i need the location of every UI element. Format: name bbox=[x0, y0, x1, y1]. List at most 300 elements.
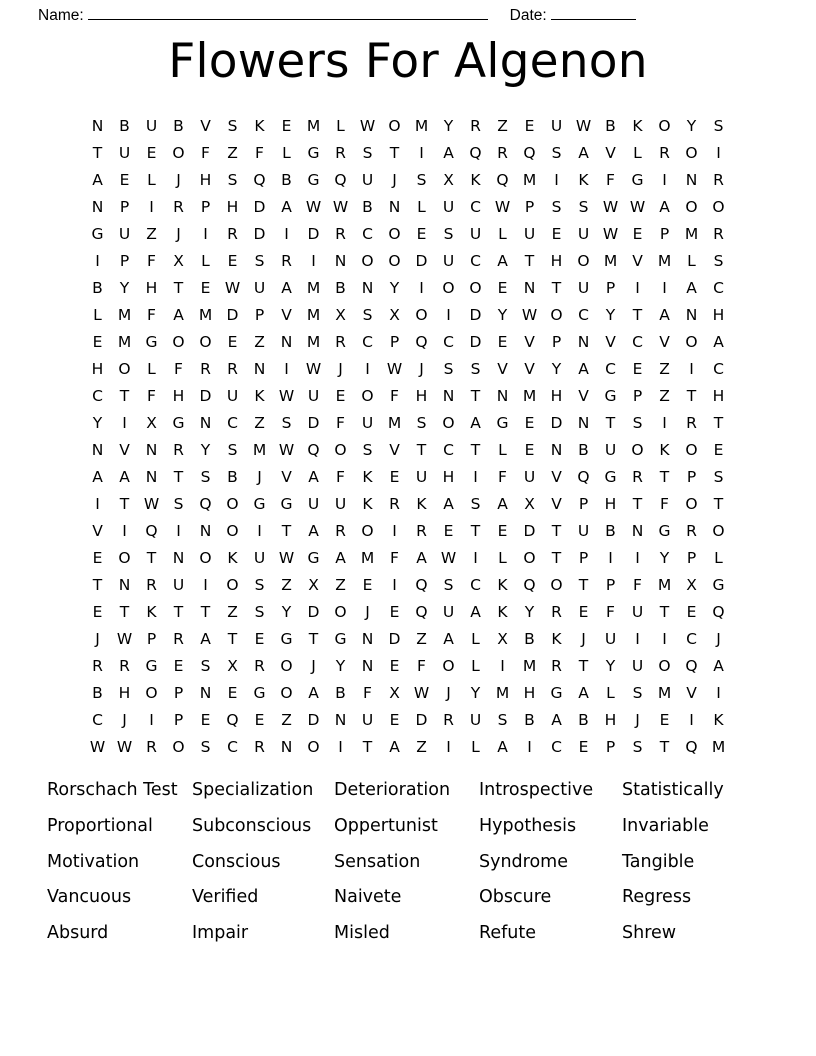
grid-letter[interactable]: T bbox=[362, 738, 373, 756]
grid-letter[interactable]: O bbox=[550, 306, 563, 324]
grid-letter[interactable]: W bbox=[116, 630, 133, 648]
word-list-item[interactable]: Obscure bbox=[479, 887, 552, 908]
grid-letter[interactable]: B bbox=[119, 117, 130, 135]
grid-letter[interactable]: D bbox=[415, 711, 428, 729]
grid-letter[interactable]: O bbox=[388, 252, 401, 270]
grid-letter[interactable]: T bbox=[659, 738, 670, 756]
grid-letter[interactable]: Q bbox=[496, 171, 509, 189]
grid-letter[interactable]: W bbox=[89, 738, 106, 756]
grid-letter[interactable]: N bbox=[685, 306, 698, 324]
grid-letter[interactable]: P bbox=[605, 576, 616, 594]
grid-letter[interactable]: V bbox=[281, 306, 292, 324]
grid-letter[interactable]: G bbox=[172, 414, 185, 432]
grid-letter[interactable]: R bbox=[470, 117, 481, 135]
word-list-item[interactable]: Hypothesis bbox=[479, 815, 577, 836]
grid-letter[interactable]: M bbox=[495, 684, 510, 702]
grid-letter[interactable]: W bbox=[305, 198, 322, 216]
grid-letter[interactable]: I bbox=[149, 711, 154, 729]
grid-letter[interactable]: M bbox=[306, 333, 321, 351]
grid-letter[interactable]: I bbox=[284, 225, 289, 243]
grid-letter[interactable]: C bbox=[92, 711, 103, 729]
grid-letter[interactable]: C bbox=[713, 360, 724, 378]
grid-letter[interactable]: I bbox=[500, 657, 505, 675]
grid-letter[interactable]: V bbox=[686, 684, 697, 702]
grid-letter[interactable]: H bbox=[523, 684, 536, 702]
grid-letter[interactable]: I bbox=[662, 171, 667, 189]
grid-letter[interactable]: O bbox=[334, 603, 347, 621]
grid-letter[interactable]: P bbox=[578, 495, 589, 513]
grid-letter[interactable]: E bbox=[416, 225, 427, 243]
grid-letter[interactable]: X bbox=[443, 171, 454, 189]
grid-letter[interactable]: L bbox=[687, 252, 696, 270]
grid-letter[interactable]: G bbox=[631, 171, 644, 189]
grid-letter[interactable]: H bbox=[118, 684, 131, 702]
grid-letter[interactable]: A bbox=[443, 144, 454, 162]
grid-letter[interactable]: I bbox=[257, 522, 262, 540]
grid-letter[interactable]: M bbox=[306, 279, 321, 297]
grid-letter[interactable]: S bbox=[416, 171, 427, 189]
grid-letter[interactable]: C bbox=[227, 414, 238, 432]
grid-letter[interactable]: P bbox=[605, 738, 616, 756]
grid-letter[interactable]: A bbox=[659, 198, 670, 216]
grid-letter[interactable]: X bbox=[308, 576, 319, 594]
grid-letter[interactable]: O bbox=[550, 576, 563, 594]
grid-letter[interactable]: E bbox=[551, 225, 562, 243]
grid-letter[interactable]: E bbox=[632, 360, 643, 378]
grid-letter[interactable]: Y bbox=[119, 279, 130, 297]
grid-letter[interactable]: J bbox=[419, 360, 424, 378]
grid-letter[interactable]: Z bbox=[254, 414, 265, 432]
grid-letter[interactable]: T bbox=[173, 279, 184, 297]
grid-letter[interactable]: E bbox=[497, 522, 508, 540]
grid-letter[interactable]: P bbox=[551, 333, 562, 351]
grid-letter[interactable]: L bbox=[471, 738, 480, 756]
grid-letter[interactable]: S bbox=[362, 306, 373, 324]
grid-letter[interactable]: J bbox=[176, 225, 181, 243]
grid-letter[interactable]: S bbox=[227, 441, 238, 459]
grid-letter[interactable]: E bbox=[227, 333, 238, 351]
grid-letter[interactable]: P bbox=[686, 468, 697, 486]
grid-letter[interactable]: S bbox=[416, 414, 427, 432]
grid-letter[interactable]: U bbox=[604, 630, 617, 648]
grid-letter[interactable]: D bbox=[469, 333, 482, 351]
grid-letter[interactable]: D bbox=[307, 414, 320, 432]
grid-letter[interactable]: L bbox=[498, 441, 507, 459]
grid-letter[interactable]: H bbox=[550, 387, 563, 405]
grid-letter[interactable]: Q bbox=[415, 603, 428, 621]
grid-letter[interactable]: W bbox=[386, 360, 403, 378]
grid-letter[interactable]: V bbox=[524, 333, 535, 351]
grid-letter[interactable]: C bbox=[551, 738, 562, 756]
grid-letter[interactable]: G bbox=[604, 387, 617, 405]
grid-letter[interactable]: H bbox=[415, 387, 428, 405]
grid-letter[interactable]: R bbox=[443, 711, 454, 729]
grid-letter[interactable]: G bbox=[658, 522, 671, 540]
grid-letter[interactable]: V bbox=[497, 360, 508, 378]
grid-letter[interactable]: V bbox=[578, 387, 589, 405]
grid-letter[interactable]: P bbox=[119, 252, 130, 270]
grid-letter[interactable]: L bbox=[417, 198, 426, 216]
grid-letter[interactable]: E bbox=[686, 603, 697, 621]
name-write-in-line[interactable] bbox=[88, 7, 488, 20]
grid-letter[interactable]: O bbox=[442, 657, 455, 675]
grid-letter[interactable]: K bbox=[416, 495, 427, 513]
grid-letter[interactable]: Q bbox=[334, 171, 347, 189]
grid-letter[interactable]: J bbox=[257, 468, 262, 486]
word-list-item[interactable]: Shrew bbox=[622, 923, 677, 944]
grid-letter[interactable]: U bbox=[523, 225, 536, 243]
grid-letter[interactable]: U bbox=[631, 603, 644, 621]
grid-letter[interactable]: L bbox=[147, 171, 156, 189]
grid-letter[interactable]: R bbox=[335, 333, 346, 351]
grid-letter[interactable]: N bbox=[172, 549, 185, 567]
word-list-item[interactable]: Motivation bbox=[47, 851, 140, 872]
grid-letter[interactable]: K bbox=[632, 117, 643, 135]
grid-letter[interactable]: I bbox=[203, 225, 208, 243]
grid-letter[interactable]: A bbox=[443, 630, 454, 648]
grid-letter[interactable]: M bbox=[306, 306, 321, 324]
grid-letter[interactable]: U bbox=[307, 495, 320, 513]
grid-letter[interactable]: A bbox=[443, 495, 454, 513]
grid-letter[interactable]: H bbox=[712, 306, 725, 324]
grid-letter[interactable]: T bbox=[605, 414, 616, 432]
grid-letter[interactable]: S bbox=[713, 117, 724, 135]
grid-letter[interactable]: J bbox=[122, 711, 127, 729]
grid-letter[interactable]: N bbox=[577, 414, 590, 432]
grid-letter[interactable]: G bbox=[145, 333, 158, 351]
grid-letter[interactable]: O bbox=[577, 252, 590, 270]
grid-letter[interactable]: V bbox=[92, 522, 103, 540]
grid-letter[interactable]: Q bbox=[415, 333, 428, 351]
grid-letter[interactable]: Q bbox=[199, 495, 212, 513]
grid-letter[interactable]: S bbox=[497, 711, 508, 729]
grid-letter[interactable]: O bbox=[415, 306, 428, 324]
grid-letter[interactable]: Q bbox=[469, 144, 482, 162]
grid-letter[interactable]: A bbox=[92, 468, 103, 486]
grid-letter[interactable]: X bbox=[146, 414, 157, 432]
grid-letter[interactable]: C bbox=[578, 306, 589, 324]
grid-letter[interactable]: E bbox=[389, 711, 400, 729]
grid-letter[interactable]: U bbox=[145, 117, 158, 135]
grid-letter[interactable]: Z bbox=[416, 630, 427, 648]
grid-letter[interactable]: G bbox=[280, 495, 293, 513]
grid-letter[interactable]: T bbox=[227, 630, 238, 648]
grid-letter[interactable]: O bbox=[469, 279, 482, 297]
grid-letter[interactable]: O bbox=[226, 495, 239, 513]
grid-letter[interactable]: F bbox=[606, 603, 615, 621]
grid-letter[interactable]: P bbox=[578, 549, 589, 567]
grid-letter[interactable]: E bbox=[227, 252, 238, 270]
grid-letter[interactable]: R bbox=[173, 198, 184, 216]
grid-letter[interactable]: A bbox=[578, 360, 589, 378]
grid-letter[interactable]: R bbox=[416, 522, 427, 540]
grid-letter[interactable]: Z bbox=[146, 225, 157, 243]
grid-letter[interactable]: U bbox=[577, 225, 590, 243]
grid-letter[interactable]: P bbox=[389, 333, 400, 351]
grid-letter[interactable]: A bbox=[281, 198, 292, 216]
grid-letter[interactable]: H bbox=[172, 387, 185, 405]
grid-letter[interactable]: C bbox=[632, 333, 643, 351]
grid-letter[interactable]: O bbox=[172, 144, 185, 162]
grid-letter[interactable]: M bbox=[306, 117, 321, 135]
word-list-item[interactable]: Statistically bbox=[622, 780, 724, 800]
grid-letter[interactable]: Y bbox=[551, 360, 562, 378]
grid-letter[interactable]: E bbox=[524, 117, 535, 135]
grid-letter[interactable]: E bbox=[389, 468, 400, 486]
grid-letter[interactable]: S bbox=[713, 252, 724, 270]
grid-letter[interactable]: V bbox=[119, 441, 130, 459]
grid-letter[interactable]: W bbox=[602, 225, 619, 243]
grid-letter[interactable]: P bbox=[632, 387, 643, 405]
grid-letter[interactable]: B bbox=[335, 279, 346, 297]
grid-letter[interactable]: O bbox=[388, 225, 401, 243]
grid-letter[interactable]: L bbox=[147, 360, 156, 378]
grid-letter[interactable]: E bbox=[281, 117, 292, 135]
grid-letter[interactable]: N bbox=[361, 279, 374, 297]
grid-letter[interactable]: Y bbox=[497, 306, 508, 324]
grid-letter[interactable]: I bbox=[392, 522, 397, 540]
grid-letter[interactable]: O bbox=[280, 684, 293, 702]
grid-letter[interactable]: L bbox=[336, 117, 345, 135]
grid-letter[interactable]: N bbox=[145, 468, 158, 486]
grid-letter[interactable]: W bbox=[359, 117, 376, 135]
grid-letter[interactable]: R bbox=[146, 738, 157, 756]
grid-letter[interactable]: C bbox=[470, 576, 481, 594]
grid-letter[interactable]: R bbox=[551, 657, 562, 675]
grid-letter[interactable]: O bbox=[685, 333, 698, 351]
grid-letter[interactable]: M bbox=[414, 117, 429, 135]
grid-letter[interactable]: W bbox=[521, 306, 538, 324]
grid-letter[interactable]: K bbox=[254, 387, 265, 405]
grid-letter[interactable]: F bbox=[147, 306, 156, 324]
grid-letter[interactable]: U bbox=[442, 198, 455, 216]
word-list-item[interactable]: Absurd bbox=[47, 923, 109, 944]
grid-letter[interactable]: I bbox=[662, 279, 667, 297]
grid-letter[interactable]: B bbox=[605, 522, 616, 540]
date-write-in-line[interactable] bbox=[551, 7, 636, 20]
grid-letter[interactable]: N bbox=[199, 684, 212, 702]
grid-letter[interactable]: W bbox=[116, 738, 133, 756]
grid-letter[interactable]: R bbox=[173, 630, 184, 648]
grid-letter[interactable]: G bbox=[145, 657, 158, 675]
grid-letter[interactable]: Y bbox=[443, 117, 454, 135]
grid-letter[interactable]: O bbox=[172, 333, 185, 351]
grid-letter[interactable]: R bbox=[659, 144, 670, 162]
grid-letter[interactable]: Q bbox=[145, 522, 158, 540]
grid-letter[interactable]: E bbox=[713, 441, 724, 459]
grid-letter[interactable]: N bbox=[523, 279, 536, 297]
grid-letter[interactable]: W bbox=[629, 198, 646, 216]
grid-letter[interactable]: M bbox=[603, 252, 618, 270]
grid-letter[interactable]: X bbox=[335, 306, 346, 324]
grid-letter[interactable]: T bbox=[119, 387, 130, 405]
grid-letter[interactable]: O bbox=[226, 522, 239, 540]
grid-letter[interactable]: E bbox=[443, 522, 454, 540]
grid-letter[interactable]: M bbox=[198, 306, 213, 324]
grid-letter[interactable]: I bbox=[392, 576, 397, 594]
grid-letter[interactable]: H bbox=[550, 252, 563, 270]
grid-letter[interactable]: S bbox=[227, 117, 238, 135]
grid-letter[interactable]: K bbox=[227, 549, 238, 567]
grid-letter[interactable]: B bbox=[524, 711, 535, 729]
grid-letter[interactable]: Z bbox=[335, 576, 346, 594]
grid-letter[interactable]: T bbox=[551, 549, 562, 567]
grid-letter[interactable]: A bbox=[92, 171, 103, 189]
grid-letter[interactable]: C bbox=[227, 738, 238, 756]
grid-letter[interactable]: D bbox=[307, 225, 320, 243]
grid-letter[interactable]: E bbox=[578, 603, 589, 621]
grid-letter[interactable]: G bbox=[253, 684, 266, 702]
grid-letter[interactable]: T bbox=[470, 387, 481, 405]
grid-letter[interactable]: F bbox=[363, 684, 372, 702]
grid-letter[interactable]: R bbox=[200, 360, 211, 378]
grid-letter[interactable]: E bbox=[632, 225, 643, 243]
grid-letter[interactable]: H bbox=[442, 468, 455, 486]
grid-letter[interactable]: D bbox=[388, 630, 401, 648]
grid-letter[interactable]: F bbox=[147, 387, 156, 405]
grid-letter[interactable]: S bbox=[443, 576, 454, 594]
grid-letter[interactable]: E bbox=[497, 333, 508, 351]
grid-letter[interactable]: W bbox=[278, 387, 295, 405]
grid-letter[interactable]: Q bbox=[307, 441, 320, 459]
grid-letter[interactable]: W bbox=[278, 549, 295, 567]
grid-letter[interactable]: C bbox=[362, 225, 373, 243]
grid-letter[interactable]: H bbox=[604, 495, 617, 513]
grid-letter[interactable]: N bbox=[334, 711, 347, 729]
grid-letter[interactable]: U bbox=[469, 711, 482, 729]
grid-letter[interactable]: S bbox=[632, 684, 643, 702]
grid-letter[interactable]: R bbox=[173, 441, 184, 459]
grid-letter[interactable]: I bbox=[716, 684, 721, 702]
grid-letter[interactable]: R bbox=[335, 144, 346, 162]
grid-letter[interactable]: W bbox=[143, 495, 160, 513]
grid-letter[interactable]: A bbox=[416, 549, 427, 567]
grid-letter[interactable]: G bbox=[604, 468, 617, 486]
grid-letter[interactable]: L bbox=[471, 630, 480, 648]
grid-letter[interactable]: Z bbox=[227, 603, 238, 621]
grid-letter[interactable]: B bbox=[605, 117, 616, 135]
grid-letter[interactable]: T bbox=[389, 144, 400, 162]
grid-letter[interactable]: R bbox=[227, 360, 238, 378]
grid-letter[interactable]: R bbox=[254, 657, 265, 675]
grid-letter[interactable]: F bbox=[417, 657, 426, 675]
grid-letter[interactable]: N bbox=[145, 441, 158, 459]
grid-letter[interactable]: Z bbox=[659, 387, 670, 405]
grid-letter[interactable]: I bbox=[635, 279, 640, 297]
grid-letter[interactable]: B bbox=[578, 711, 589, 729]
grid-letter[interactable]: L bbox=[498, 549, 507, 567]
grid-letter[interactable]: Y bbox=[335, 657, 346, 675]
grid-letter[interactable]: O bbox=[226, 576, 239, 594]
grid-letter[interactable]: V bbox=[200, 117, 211, 135]
grid-letter[interactable]: U bbox=[118, 225, 131, 243]
grid-letter[interactable]: Y bbox=[200, 441, 211, 459]
grid-letter[interactable]: U bbox=[253, 549, 266, 567]
grid-letter[interactable]: E bbox=[578, 738, 589, 756]
grid-letter[interactable]: A bbox=[470, 603, 481, 621]
grid-letter[interactable]: B bbox=[524, 630, 535, 648]
grid-letter[interactable]: Y bbox=[686, 117, 697, 135]
word-list-item[interactable]: Impair bbox=[192, 923, 249, 944]
grid-letter[interactable]: W bbox=[224, 279, 241, 297]
grid-letter[interactable]: W bbox=[602, 198, 619, 216]
grid-letter[interactable]: T bbox=[416, 441, 427, 459]
grid-letter[interactable]: U bbox=[226, 387, 239, 405]
grid-letter[interactable]: N bbox=[496, 387, 509, 405]
grid-letter[interactable]: D bbox=[253, 198, 266, 216]
grid-letter[interactable]: Y bbox=[524, 603, 535, 621]
grid-letter[interactable]: I bbox=[473, 549, 478, 567]
grid-letter[interactable]: P bbox=[254, 306, 265, 324]
grid-letter[interactable]: A bbox=[578, 144, 589, 162]
grid-letter[interactable]: O bbox=[199, 549, 212, 567]
grid-letter[interactable]: L bbox=[633, 144, 642, 162]
grid-letter[interactable]: N bbox=[334, 252, 347, 270]
grid-letter[interactable]: U bbox=[604, 441, 617, 459]
grid-letter[interactable]: R bbox=[497, 144, 508, 162]
grid-letter[interactable]: M bbox=[657, 576, 672, 594]
grid-letter[interactable]: C bbox=[362, 333, 373, 351]
grid-letter[interactable]: V bbox=[605, 333, 616, 351]
word-list-item[interactable]: Syndrome bbox=[479, 851, 568, 872]
grid-letter[interactable]: Q bbox=[415, 576, 428, 594]
grid-letter[interactable]: U bbox=[415, 468, 428, 486]
grid-letter[interactable]: O bbox=[685, 495, 698, 513]
grid-letter[interactable]: Q bbox=[523, 144, 536, 162]
grid-letter[interactable]: P bbox=[119, 198, 130, 216]
grid-letter[interactable]: Y bbox=[281, 603, 292, 621]
grid-letter[interactable]: I bbox=[149, 198, 154, 216]
grid-letter[interactable]: I bbox=[419, 279, 424, 297]
grid-letter[interactable]: S bbox=[200, 657, 211, 675]
grid-letter[interactable]: E bbox=[254, 630, 265, 648]
word-list-item[interactable]: Naivete bbox=[334, 887, 402, 908]
grid-letter[interactable]: A bbox=[281, 279, 292, 297]
grid-letter[interactable]: E bbox=[146, 144, 157, 162]
word-list-item[interactable]: Proportional bbox=[47, 815, 153, 836]
grid-letter[interactable]: B bbox=[578, 441, 589, 459]
grid-letter[interactable]: O bbox=[658, 117, 671, 135]
grid-letter[interactable]: V bbox=[389, 441, 400, 459]
grid-letter[interactable]: O bbox=[199, 333, 212, 351]
grid-letter[interactable]: U bbox=[577, 522, 590, 540]
grid-letter[interactable]: A bbox=[551, 711, 562, 729]
grid-letter[interactable]: T bbox=[92, 144, 103, 162]
grid-letter[interactable]: C bbox=[686, 630, 697, 648]
grid-letter[interactable]: S bbox=[713, 468, 724, 486]
grid-letter[interactable]: F bbox=[660, 495, 669, 513]
grid-letter[interactable]: I bbox=[95, 252, 100, 270]
word-list-item[interactable]: Misled bbox=[334, 923, 390, 944]
grid-letter[interactable]: C bbox=[470, 252, 481, 270]
grid-letter[interactable]: T bbox=[308, 630, 319, 648]
grid-letter[interactable]: X bbox=[524, 495, 535, 513]
grid-letter[interactable]: I bbox=[176, 522, 181, 540]
grid-letter[interactable]: T bbox=[470, 441, 481, 459]
grid-letter[interactable]: T bbox=[578, 576, 589, 594]
grid-letter[interactable]: D bbox=[523, 522, 536, 540]
grid-letter[interactable]: H bbox=[91, 360, 104, 378]
grid-letter[interactable]: C bbox=[92, 387, 103, 405]
grid-letter[interactable]: O bbox=[631, 441, 644, 459]
grid-letter[interactable]: S bbox=[362, 144, 373, 162]
grid-letter[interactable]: R bbox=[281, 252, 292, 270]
grid-letter[interactable]: F bbox=[174, 360, 183, 378]
grid-letter[interactable]: E bbox=[524, 441, 535, 459]
grid-letter[interactable]: R bbox=[146, 576, 157, 594]
grid-letter[interactable]: A bbox=[497, 495, 508, 513]
grid-letter[interactable]: R bbox=[335, 225, 346, 243]
